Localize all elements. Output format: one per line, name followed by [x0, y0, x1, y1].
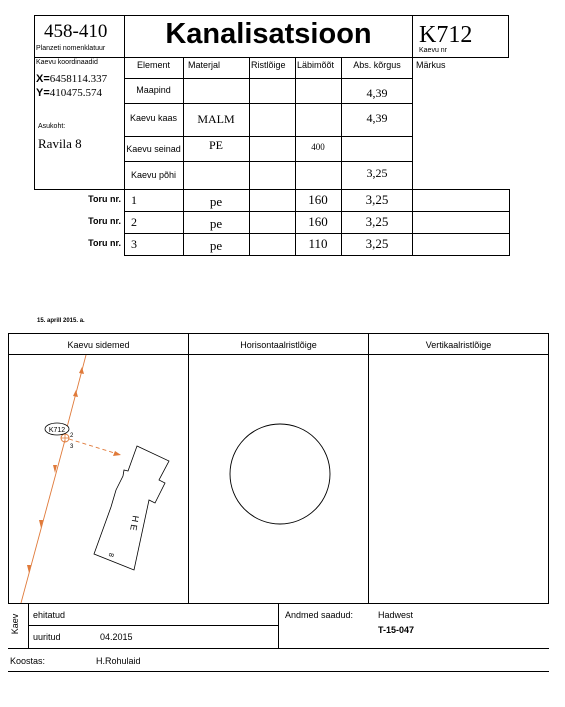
plan-number: 458-410	[44, 21, 108, 42]
col-diameter: Läbimõõt	[297, 60, 335, 70]
pipe-elevation-3: 3,25	[365, 236, 389, 251]
footer-compiler-label: Koostas:	[10, 656, 46, 666]
document-date: 15. aprill 2015. a.	[37, 318, 85, 324]
pipe-label-3: Toru nr.	[88, 238, 121, 248]
building-number: 8	[106, 552, 115, 558]
pipe-elevation-1: 3,25	[365, 192, 389, 207]
page-title: Kanalisatsioon	[165, 18, 372, 50]
pipe-diameter-2: 160	[308, 214, 328, 229]
pipe-material-1: pe	[209, 194, 223, 209]
pipe-material-2: pe	[209, 216, 223, 231]
coordinate-x: X=6458114.337	[36, 73, 108, 85]
well-id-label: Kaevu nr	[419, 47, 448, 54]
pipe-label-2: Toru nr.	[88, 216, 121, 226]
col-element: Element	[136, 60, 171, 70]
element-bottom: Kaevu põhi	[130, 170, 177, 180]
plan-number-label: Planzeti nomenklatuur	[36, 45, 106, 52]
footer-compiler-name: H.Rohulaid	[96, 656, 141, 666]
pipe-diameter-3: 110	[308, 236, 328, 251]
footer-data-source: Hadwest	[378, 610, 414, 620]
panel-title-vertical: Vertikaalristlõige	[425, 340, 492, 350]
location-value: Ravila 8	[38, 136, 82, 151]
pipe-nr-1: 1	[131, 193, 137, 207]
map-well-label: K712	[48, 427, 66, 434]
footer-kaev-label: Kaev	[10, 613, 20, 635]
location-label: Asukoht:	[38, 123, 66, 130]
panel-title-horizontal: Horisontaalristlõige	[240, 340, 317, 350]
coordinates-label: Kaevu koordinaadid	[36, 59, 98, 66]
col-material: Materjal	[188, 60, 221, 70]
col-elevation: Abs. kõrgus	[353, 60, 401, 70]
element-ground: Maapind	[136, 85, 171, 95]
map-pipe-2-label: 2	[70, 433, 74, 439]
element-walls: Kaevu seinad	[126, 144, 181, 154]
diameter-walls: 400	[311, 142, 325, 152]
footer-built-label: ehitatud	[33, 610, 66, 620]
element-lid: Kaevu kaas	[129, 113, 178, 123]
material-walls: PE	[208, 138, 223, 152]
footer-data-label: Andmed saadud:	[285, 610, 354, 620]
pipe-label-1: Toru nr.	[88, 194, 121, 204]
elevation-ground: 4,39	[366, 86, 388, 100]
connections-map	[9, 355, 188, 603]
elevation-lid: 4,39	[366, 111, 388, 125]
pipe-diameter-1: 160	[308, 192, 328, 207]
map-pipe-3-label: 3	[70, 444, 74, 450]
well-id: K712	[419, 22, 473, 48]
footer-surveyed-date: 04.2015	[100, 632, 133, 642]
building-letters: H E	[128, 514, 141, 532]
footer-surveyed-label: uuritud	[33, 632, 61, 642]
elevation-bottom: 3,25	[366, 166, 388, 180]
building-outline	[94, 446, 169, 570]
material-lid: MALM	[197, 112, 235, 126]
pipe-nr-2: 2	[131, 215, 137, 229]
panel-title-connections: Kaevu sidemed	[67, 340, 130, 350]
pipe-material-3: pe	[209, 238, 223, 253]
footer-data-ref: T-15-047	[378, 625, 415, 635]
col-cross-section: Ristlõige	[251, 60, 286, 70]
pipe-elevation-2: 3,25	[365, 214, 389, 229]
coordinate-y: Y=410475.574	[36, 87, 103, 99]
col-remark: Märkus	[416, 60, 446, 70]
pipe-nr-3: 3	[131, 237, 137, 251]
horizontal-cross-section	[189, 355, 368, 603]
